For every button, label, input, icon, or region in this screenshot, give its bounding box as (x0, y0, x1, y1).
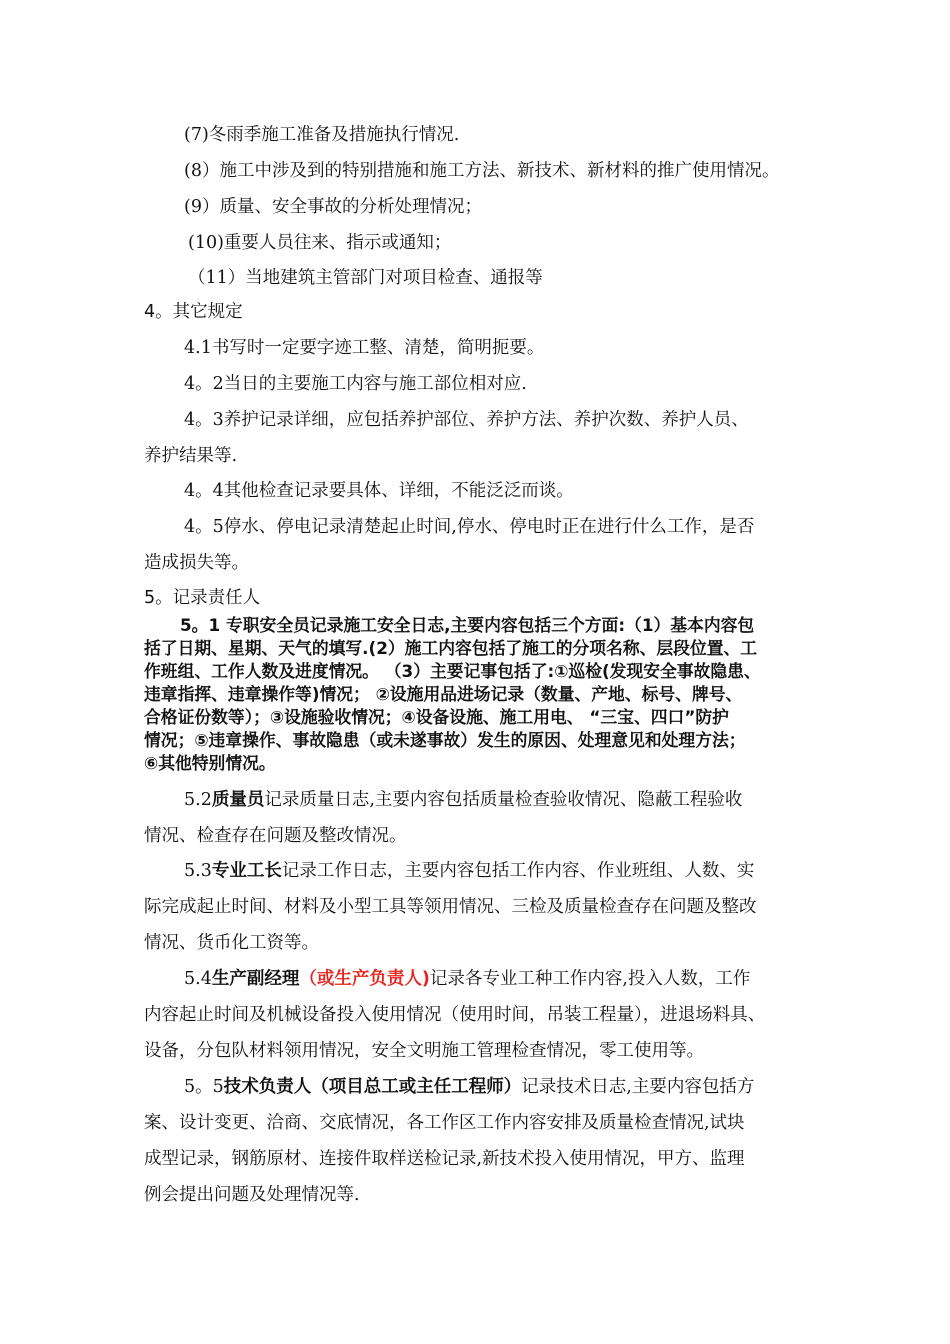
section-5-2-role: 质量员 (211, 790, 265, 810)
section-5-3-line1 (184, 859, 754, 883)
section-5-5-line1 (184, 1075, 754, 1099)
section-5-2-line2: 情况、检查存在问题及整改情况。 (144, 826, 407, 846)
section-5-3-number: 5.3 (184, 861, 212, 881)
section-5-2-number: 5.2 (184, 790, 212, 810)
section-5-2-text: 记录质量日志,主要内容包括质量检查验收情况、隐蔽工程验收 (264, 790, 743, 810)
section-5-4-text: 记录各专业工种工作内容,投入人数，工作 (429, 969, 751, 989)
section-5-4-role: 生产副经理 (211, 969, 300, 989)
list-item-8: (8）施工中涉及到的特别措施和施工方法、新技术、新材料的推广使用情况。 (184, 161, 780, 181)
section-5-1-line: 情况；⑤违章操作、事故隐患（或未遂事故）发生的原因、处理意见和处理方法； (144, 730, 746, 750)
section-5-4-line1 (184, 967, 750, 991)
list-item-10: (10)重要人员往来、指示或通知； (188, 233, 452, 253)
section-4-1: 4.1书写时一定要字迹工整、清楚，简明扼要。 (184, 338, 545, 358)
section-4-5-line1: 4。5停水、停电记录清楚起止时间,停水、停电时正在进行什么工作，是否 (184, 517, 755, 537)
section-5-5-line4: 例会提出问题及处理情况等. (144, 1185, 360, 1205)
section-5-1-line: 括了日期、星期、天气的填写.(2）施工内容包括了施工的分项名称、层段位置、工 (144, 638, 758, 658)
section-5-5-number: 5。5 (184, 1077, 224, 1097)
section-5-5-line3: 成型记录，钢筋原材、连接件取样送检记录,新技术投入使用情况，甲方、监理 (144, 1149, 745, 1169)
section-5-1-line: 作班组、工作人数及进度情况。 （3）主要记事包括了:①巡检(发现安全事故隐患、 (144, 661, 761, 681)
section-5-2-line1 (184, 788, 742, 812)
section-5-4-line3: 设备，分包队材料领用情况，安全文明施工管理检查情况，零工使用等。 (144, 1041, 704, 1061)
section-5-heading: 5。记录责任人 (144, 588, 261, 608)
section-5-4-role-note: （或生产负责人) (299, 969, 430, 989)
section-4-3-line2: 养护结果等. (144, 446, 238, 466)
section-4-3-line1: 4。3养护记录详细，应包括养护部位、养护方法、养护次数、养护人员、 (184, 410, 749, 430)
section-5-3-text: 记录工作日志，主要内容包括工作内容、作业班组、人数、实 (281, 861, 755, 881)
section-5-5-text: 记录技术日志,主要内容包括方 (521, 1077, 755, 1097)
section-5-4-number: 5.4 (184, 969, 212, 989)
section-5-1-line: ⑥其他特别情况。 (144, 753, 276, 773)
list-item-11: （11）当地建筑主管部门对项目检查、通报等 (188, 268, 543, 288)
section-4-4: 4。4其他检查记录要具体、详细，不能泛泛而谈。 (184, 481, 574, 501)
section-5-1-line: 合格证份数等）；③设施验收情况；④设备设施、施工用电、 “三宝、四口”防护 (144, 707, 729, 727)
list-item-9: (9）质量、安全事故的分析处理情况； (184, 197, 482, 217)
section-5-5-role: 技术负责人（项目总工或主任工程师） (223, 1077, 522, 1097)
section-4-2: 4。2当日的主要施工内容与施工部位相对应. (184, 374, 527, 394)
section-5-3-line3: 情况、货币化工资等。 (144, 933, 319, 953)
section-5-5-line2: 案、设计变更、洽商、交底情况，各工作区工作内容安排及质量检查情况,试块 (144, 1113, 745, 1133)
section-5-4-line2: 内容起止时间及机械设备投入使用情况（使用时间，吊装工程量），进退场料具、 (144, 1005, 766, 1025)
list-item-7: (7)冬雨季施工准备及措施执行情况. (184, 125, 460, 145)
section-5-3-role: 专业工长 (211, 861, 282, 881)
section-5-3-line2: 际完成起止时间、材料及小型工具等领用情况、三检及质量检查存在问题及整改 (144, 897, 757, 917)
section-4-heading: 4。其它规定 (144, 302, 243, 322)
section-4-5-line2: 造成损失等。 (144, 553, 249, 573)
section-5-1-line: 5。1 专职安全员记录施工安全日志,主要内容包括三个方面:（1）基本内容包 (180, 615, 755, 635)
section-5-1-line: 违章指挥、违章操作等)情况； ②设施用品进场记录（数量、产地、标号、牌号、 (144, 684, 743, 704)
